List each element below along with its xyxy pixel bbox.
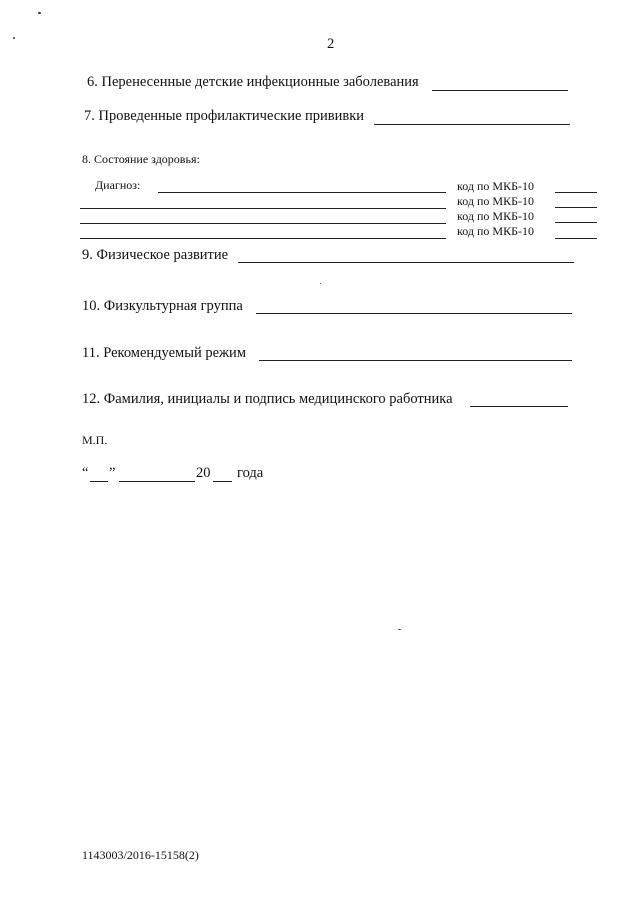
item-9-field[interactable] [238, 262, 574, 263]
date-open-quote: “ [82, 465, 89, 481]
date-year-field[interactable] [213, 481, 232, 482]
page-number: 2 [327, 36, 335, 52]
date-close-quote: ” [109, 465, 116, 481]
scan-speck [38, 12, 41, 14]
date-month-field[interactable] [119, 481, 195, 482]
item-12-label: 12. Фамилия, инициалы и подпись медицинского работника [82, 391, 453, 407]
icd-label-3: код по МКБ-10 [457, 209, 534, 223]
icd-label-4: код по МКБ-10 [457, 224, 534, 238]
item-11-label: 11. Рекомендуемый режим [82, 345, 246, 361]
icd-code-field-2[interactable] [555, 207, 597, 208]
icd-code-field-3[interactable] [555, 222, 597, 223]
item-8-label: 8. Состояние здоровья: [82, 152, 200, 166]
diagnosis-field-2[interactable] [80, 208, 446, 209]
diagnosis-field-4[interactable] [80, 238, 446, 239]
date-suffix: года [237, 465, 264, 481]
icd-code-field-1[interactable] [555, 192, 597, 193]
diagnosis-field-3[interactable] [80, 223, 446, 224]
item-10-field[interactable] [256, 313, 572, 314]
scan-speck [13, 37, 15, 39]
icd-label-2: код по МКБ-10 [457, 194, 534, 208]
date-day-field[interactable] [90, 481, 108, 482]
item-7-field[interactable] [374, 124, 570, 125]
icd-code-field-4[interactable] [555, 238, 597, 239]
icd-label-1: код по МКБ-10 [457, 179, 534, 193]
item-12-field[interactable] [470, 406, 568, 407]
item-7-label: 7. Проведенные профилактические прививки [84, 108, 365, 124]
date-year-prefix: 20 [196, 465, 211, 481]
stamp-label: М.П. [82, 433, 108, 447]
scan-speck [320, 283, 321, 284]
item-6-field[interactable] [432, 90, 568, 91]
scan-speck [398, 629, 401, 630]
item-9-label: 9. Физическое развитие [82, 247, 229, 263]
item-10-label: 10. Физкультурная группа [82, 298, 243, 314]
item-11-field[interactable] [259, 360, 572, 361]
item-6-label: 6. Перенесенные детские инфекционные заболевания [87, 74, 419, 90]
diagnosis-label: Диагноз: [95, 178, 141, 192]
document-id: 1143003/2016-15158(2) [82, 848, 199, 862]
diagnosis-field-1[interactable] [158, 192, 446, 193]
